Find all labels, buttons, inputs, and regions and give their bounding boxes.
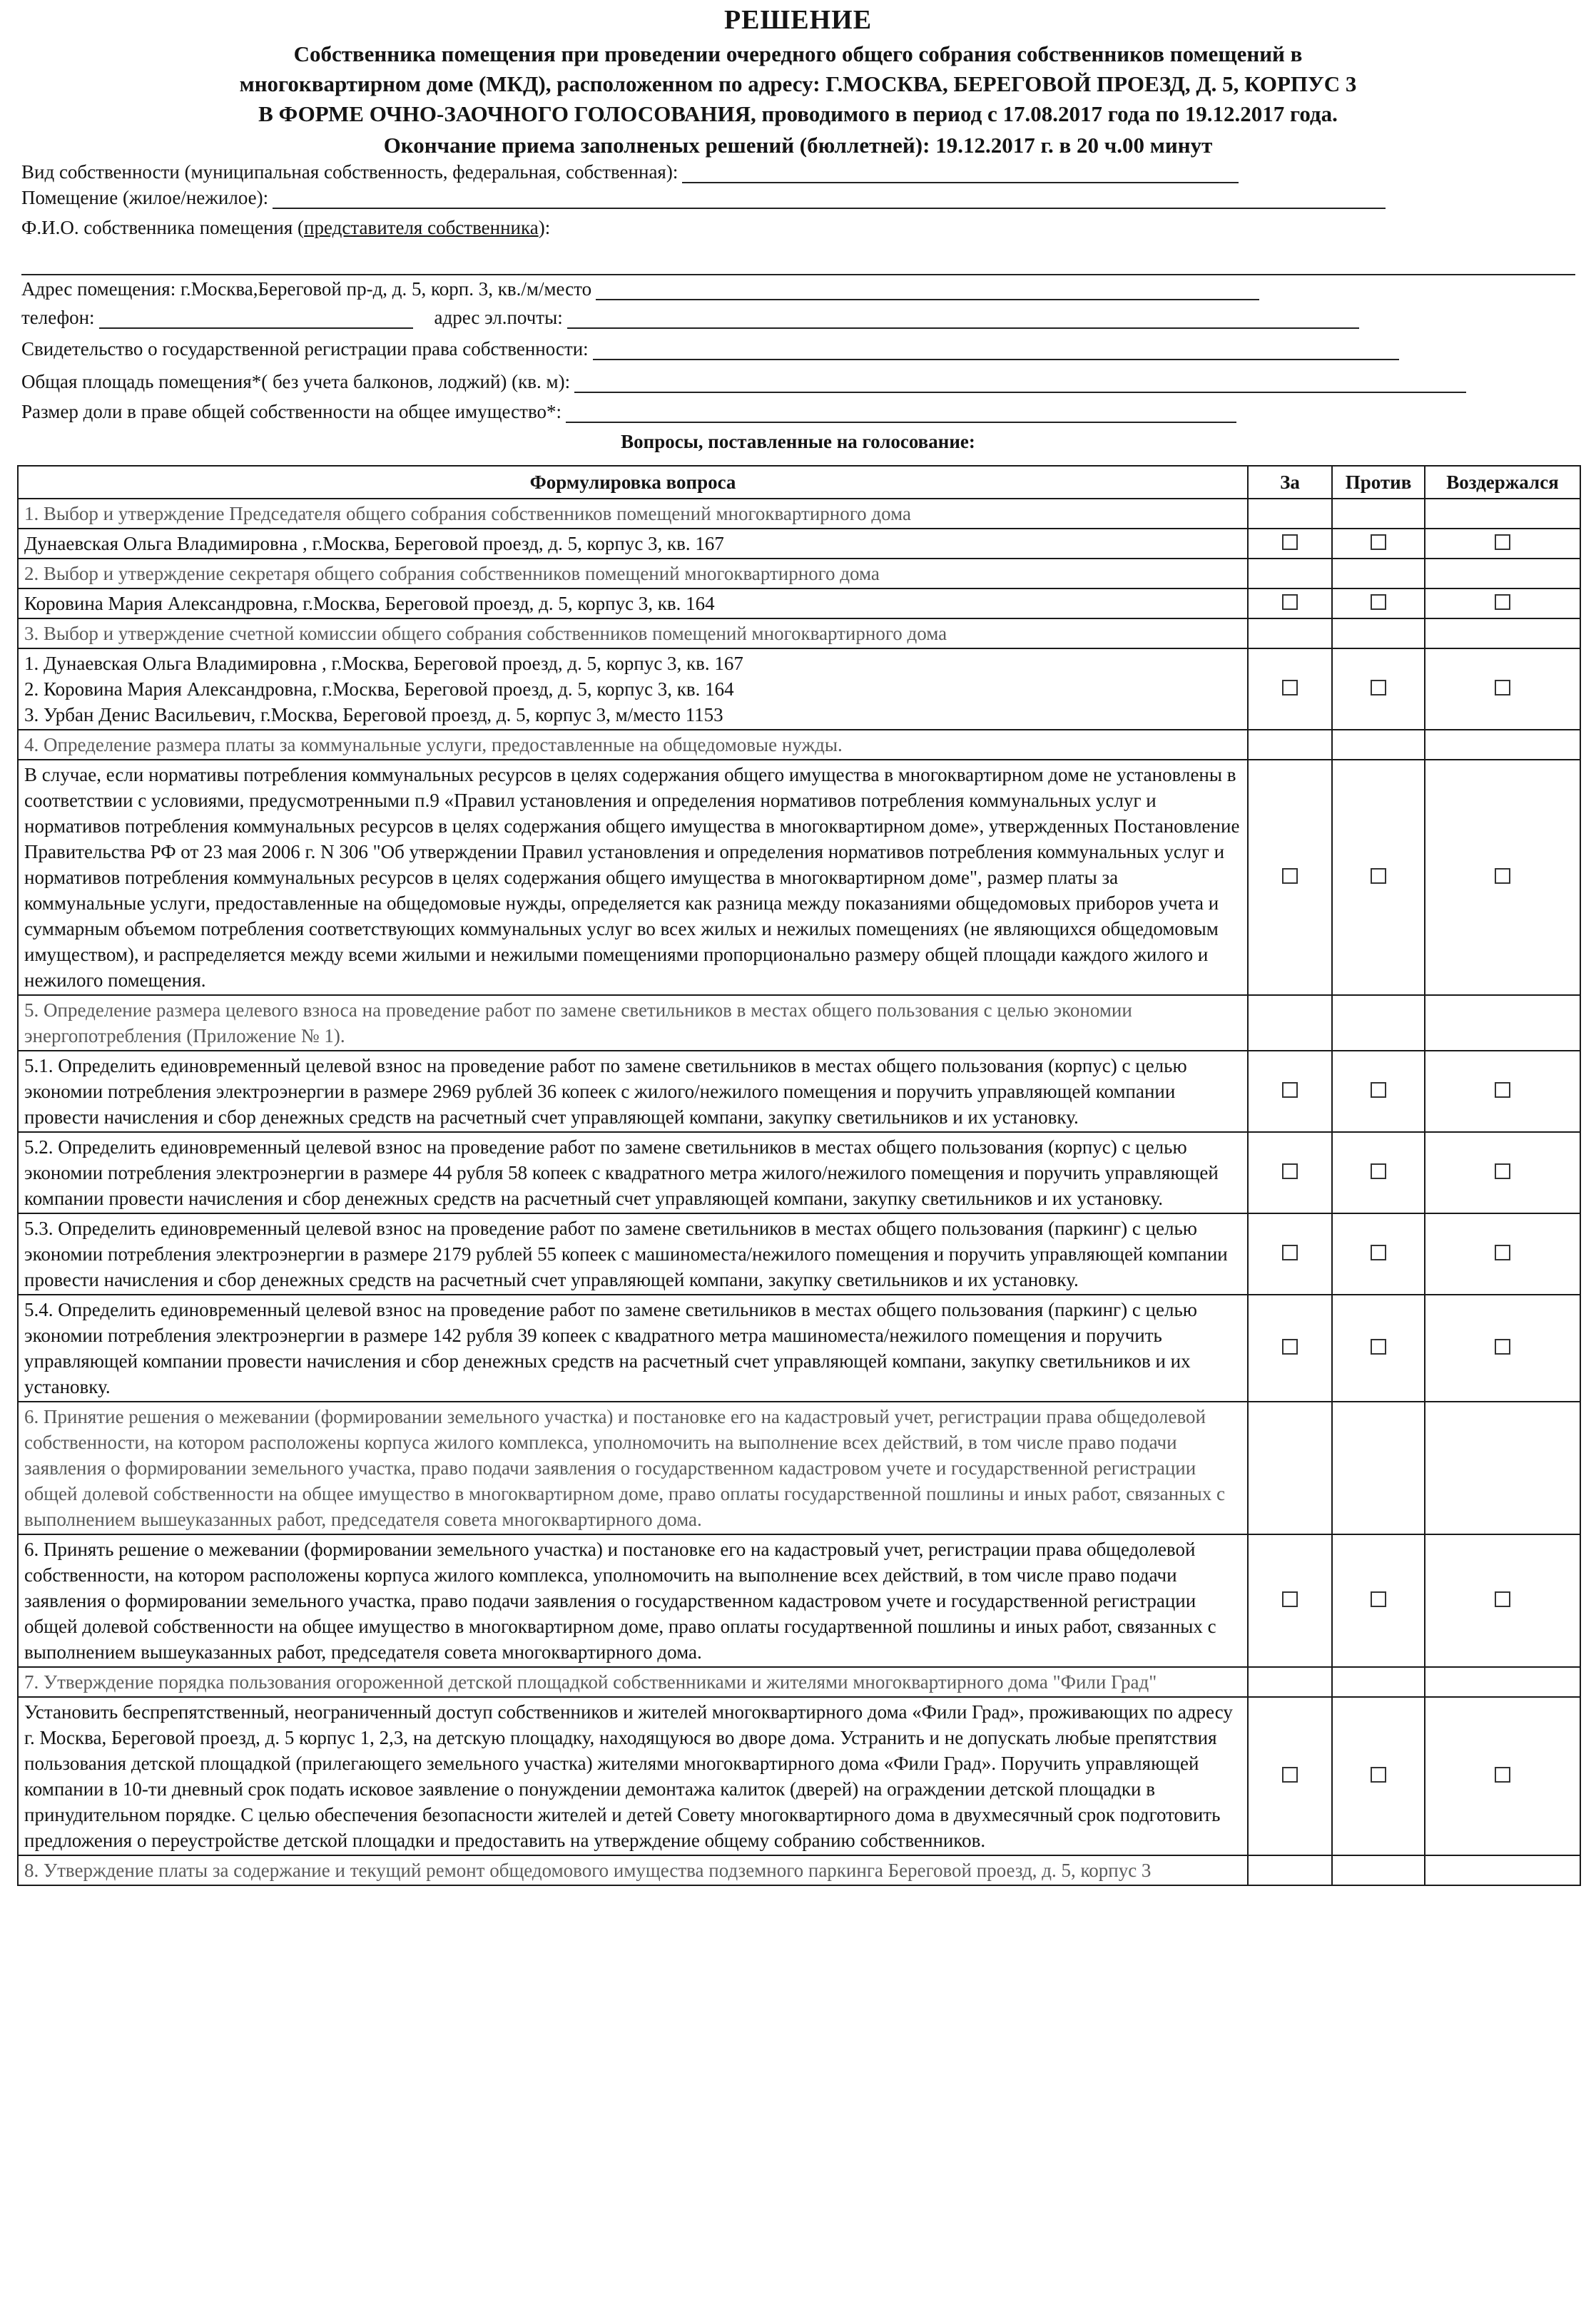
header-line-4: Окончание приема заполненых решений (бюллетней): 19.12.2017 г. в 20 ч.00 минут — [383, 133, 1213, 158]
question-4-text: В случае, если нормативы потребления коммунальных ресурсов в целях содержания общего имущества в многоквартирном доме не установлены в соответствии с условиями, предусмотренными п.9 «Правил установления и определения нормативов потребления коммунальных услуг и нормативов потребления коммунальных ресурсов в целях содержания общего имущества в многоквартирном доме», утвержденных Постановление Правительства РФ от 23 мая 2006 г. N 306 "Об утверждении Правил установления и определения нормативов потребления коммунальных услуг и нормативов потребления коммунальных ресурсов в целях содержания общего имущества в многоквартирном доме", размер платы за коммунальные услуги, предоставленные на общедомовые нужды, определяется как разница между показаниями общедомовых приборов учета и суммарным объемом потребления соответствующих коммунальных услуг во всех жилых и нежилых помещениях (не являющихся общедомовым имуществом), и распределяется между всеми жилыми и нежилыми помещениями пропорционально размеру общей площади каждого жилого и нежилого помещения. — [18, 760, 1248, 995]
q5-4-for-checkbox[interactable] — [1282, 1339, 1298, 1355]
header-line-2: многоквартирном доме (МКД), расположенном по адресу: Г.МОСКВА, БЕРЕГОВОЙ ПРОЕЗД, Д. 5, КОРПУС 3 — [239, 71, 1357, 96]
q1-against-checkbox[interactable] — [1371, 534, 1386, 550]
col-header-abstain: Воздержался — [1425, 466, 1580, 499]
area-field — [21, 371, 1466, 393]
q7-for-checkbox[interactable] — [1282, 1767, 1298, 1783]
q5-1-for-checkbox[interactable] — [1282, 1082, 1298, 1098]
owner-name-label-prefix: Ф.И.О. собственника помещения ( — [21, 217, 305, 238]
q5-3-against-checkbox[interactable] — [1371, 1245, 1386, 1260]
question-3-options — [18, 648, 1248, 730]
q7-abstain-checkbox[interactable] — [1495, 1767, 1510, 1783]
share-input[interactable] — [566, 403, 1236, 423]
question-5-title: 5. Определение размера целевого взноса на проведение работ по замене светильников в местах общего пользования с целью экономии энергопотребления (Приложение № 1). — [18, 995, 1248, 1051]
premise-field — [21, 187, 1386, 209]
question-3-option-2: 2. Коровина Мария Александровна, г.Москва, Береговой проезд, д. 5, корпус 3, кв. 164 — [24, 678, 734, 700]
ownership-type-label: Вид собственности (муниципальная собственность, федеральная, собственная): — [21, 161, 678, 183]
q3-for-checkbox[interactable] — [1282, 680, 1298, 695]
col-header-against: Против — [1332, 466, 1425, 499]
question-5-2-text: 5.2. Определить единовременный целевой взнос на проведение работ по замене светильников в местах общего пользования (корпус) с целью экономии потребления электроэнергии в размере 44 рубля 58 копеек с квадратного метра жилого/нежилого помещения и поручить управляющей компании провести начисления и сбор денежных средств на расчетный счет управляющей компани, закупку светильников и их установку. — [18, 1132, 1248, 1213]
question-5-1-text: 5.1. Определить единовременный целевой взнос на проведение работ по замене светильников в местах общего пользования (корпус) с целью экономии потребления электроэнергии в размере 2969 рублей 36 копеек с жилого/нежилого помещения и поручить управляющей компании провести начисления и сбор денежных средств на расчетный счет управляющей компани, закупку светильников и их установку. — [18, 1051, 1248, 1132]
q5-2-against-checkbox[interactable] — [1371, 1163, 1386, 1179]
q3-abstain-checkbox[interactable] — [1495, 680, 1510, 695]
voting-section-heading: Вопросы, поставленные на голосование: — [621, 431, 975, 452]
q5-1-against-checkbox[interactable] — [1371, 1082, 1386, 1098]
table-row — [18, 648, 1580, 730]
contacts-field — [21, 307, 1359, 329]
q2-against-checkbox[interactable] — [1371, 594, 1386, 610]
question-4-title: 4. Определение размера платы за коммунальные услуги, предоставленные на общедомовые нужды. — [18, 730, 1248, 760]
table-row — [18, 1855, 1580, 1885]
col-header-for: За — [1248, 466, 1332, 499]
q5-4-against-checkbox[interactable] — [1371, 1339, 1386, 1355]
question-2-option: Коровина Мария Александровна, г.Москва, Береговой проезд, д. 5, корпус 3, кв. 164 — [18, 588, 1248, 618]
q5-3-for-checkbox[interactable] — [1282, 1245, 1298, 1260]
owner-name-label-rep: представителя собственника — [304, 217, 539, 238]
q7-against-checkbox[interactable] — [1371, 1767, 1386, 1783]
table-row — [18, 1402, 1580, 1534]
q1-abstain-checkbox[interactable] — [1495, 534, 1510, 550]
phone-label: телефон: — [21, 307, 95, 328]
question-5-3-text: 5.3. Определить единовременный целевой взнос на проведение работ по замене светильников в местах общего пользования (паркинг) с целью экономии потребления электроэнергии в размере 2179 рублей 55 копеек с машиноместа/нежилого помещения и поручить управляющей компании провести начисления и сбор денежных средств на расчетный счет управляющей компани, закупку светильников и их установку. — [18, 1213, 1248, 1295]
certificate-field — [21, 338, 1399, 360]
table-row — [18, 1213, 1580, 1295]
premise-label: Помещение (жилое/нежилое): — [21, 187, 269, 208]
q6-for-checkbox[interactable] — [1282, 1591, 1298, 1607]
table-row — [18, 995, 1580, 1051]
certificate-input[interactable] — [593, 340, 1399, 360]
table-row — [18, 618, 1580, 648]
question-1-option: Дунаевская Ольга Владимировна , г.Москва, Береговой проезд, д. 5, корпус 3, кв. 167 — [18, 529, 1248, 559]
q3-against-checkbox[interactable] — [1371, 680, 1386, 695]
share-label: Размер доли в праве общей собственности на общее имущество*: — [21, 401, 562, 422]
email-label: адрес эл.почты: — [434, 307, 563, 328]
question-7-title: 7. Утверждение порядка пользования огороженной детской площадкой собственниками и жителями многоквартирного дома "Фили Град" — [18, 1667, 1248, 1697]
table-header-row — [18, 466, 1580, 499]
share-field — [21, 401, 1236, 423]
header-line-1: Собственника помещения при проведении очередного общего собрания собственников помещений в — [293, 41, 1303, 66]
q4-against-checkbox[interactable] — [1371, 868, 1386, 884]
table-row — [18, 760, 1580, 995]
address-label: Адрес помещения: г.Москва,Береговой пр-д, д. 5, корп. 3, кв./м/место — [21, 278, 592, 300]
question-3-title: 3. Выбор и утверждение счетной комиссии общего собрания собственников помещений многоквартирного дома — [18, 618, 1248, 648]
address-input[interactable] — [596, 280, 1259, 300]
question-3-option-1: 1. Дунаевская Ольга Владимировна , г.Москва, Береговой проезд, д. 5, корпус 3, кв. 167 — [24, 653, 743, 674]
owner-name-field — [21, 217, 550, 239]
q2-abstain-checkbox[interactable] — [1495, 594, 1510, 610]
header-line-3: В ФОРМЕ ОЧНО-ЗАОЧНОГО ГОЛОСОВАНИЯ, проводимого в период с 17.08.2017 года по 19.12.2017 года. — [258, 101, 1338, 126]
ownership-type-field — [21, 161, 1239, 183]
table-row — [18, 1051, 1580, 1132]
q5-1-abstain-checkbox[interactable] — [1495, 1082, 1510, 1098]
table-row — [18, 1132, 1580, 1213]
question-6-title: 6. Принятие решения о межевании (формировании земельного участка) и постановке его на кадастровый учет, регистрации права общедолевой собственности, на котором расположены корпуса жилого комплекса, уполномочить на выполнение всех действий, в том числе право подачи заявления о формировании земельного участка, право подачи заявления о государственном кадастровом учете и государственной регистрации общей долевой собственности на общее имущество в многоквартирном доме, право оплаты государственной пошлины и иных работ, связанных с выполнением вышеуказанных работ, председателя совета многоквартирного дома. — [18, 1402, 1248, 1534]
owner-name-input[interactable] — [21, 274, 1575, 275]
q6-against-checkbox[interactable] — [1371, 1591, 1386, 1607]
table-row — [18, 529, 1580, 559]
certificate-label: Свидетельство о государственной регистрации права собственности: — [21, 338, 589, 360]
document-title: РЕШЕНИЕ — [723, 5, 873, 35]
table-row — [18, 588, 1580, 618]
question-1-title: 1. Выбор и утверждение Председателя общего собрания собственников помещений многоквартирного дома — [18, 499, 1248, 529]
table-row — [18, 499, 1580, 529]
question-5-4-text: 5.4. Определить единовременный целевой взнос на проведение работ по замене светильников в местах общего пользования (паркинг) с целью экономии потребления электроэнергии в размере 142 рубля 39 копеек с квадратного метра машиноместа/нежилого помещения и поручить управляющей компании провести начисления и сбор денежных средств на расчетный счет управляющей компани, закупку светильников и их установку. — [18, 1295, 1248, 1402]
area-input[interactable] — [574, 373, 1466, 393]
question-8-title: 8. Утверждение платы за содержание и текущий ремонт общедомового имущества подземного паркинга Береговой проезд, д. 5, корпус 3 — [18, 1855, 1248, 1885]
question-2-title: 2. Выбор и утверждение секретаря общего собрания собственников помещений многоквартирного дома — [18, 559, 1248, 588]
address-field — [21, 278, 1259, 300]
owner-name-label-suffix: ): — [538, 217, 551, 238]
q2-for-checkbox[interactable] — [1282, 594, 1298, 610]
q1-for-checkbox[interactable] — [1282, 534, 1298, 550]
question-6-text: 6. Принять решение о межевании (формировании земельного участка) и постановке его на кадастровый учет, регистрации права общедолевой собственности, на котором расположены корпуса жилого комплекса, уполномочить на выполнение всех действий, в том числе право подачи заявления о формировании земельного участка, право подачи заявления о государственном кадастровом учете и государственной регистрации общей долевой собственности на общее имущество в многоквартирном доме, право оплаты государтвенной пошлины и иных работ, связанных с выполнением вышеуказанных работ, председателя совета многоквартирного дома. — [18, 1534, 1248, 1667]
area-label: Общая площадь помещения*( без учета балконов, лоджий) (кв. м): — [21, 371, 571, 392]
question-7-text: Установить беспрепятственный, неограниченный доступ собственников и жителей многоквартирного дома «Фили Град», проживающих по адресу г. Москва, Береговой проезд, д. 5 корпус 1, 2,3, на детскую площадку, находящуюся во дворе дома. Устранить и не допускать любые препятствия пользования детской площадкой (прилегающего земельного участка) жителями многоквартирного дома «Фили Град». Поручить управляющей компании в 10-ти дневный срок подать исковое заявление о понуждении демонтажа калиток (дверей) на ограждении детской площадки в принудительном порядке. С целью обеспечения безопасности жителей и детей Совету многоквартирного дома в двухмесячный срок подготовить предложения о переустройстве детской площадки и предоставить на утверждение общему собранию собственников. — [18, 1697, 1248, 1855]
q5-4-abstain-checkbox[interactable] — [1495, 1339, 1510, 1355]
premise-input[interactable] — [273, 189, 1386, 209]
phone-input[interactable] — [99, 309, 413, 329]
email-input[interactable] — [567, 309, 1359, 329]
q5-2-for-checkbox[interactable] — [1282, 1163, 1298, 1179]
q5-3-abstain-checkbox[interactable] — [1495, 1245, 1510, 1260]
question-3-option-3: 3. Урбан Денис Васильевич, г.Москва, Береговой проезд, д. 5, корпус 3, м/место 1153 — [24, 704, 723, 725]
table-row — [18, 559, 1580, 588]
q4-abstain-checkbox[interactable] — [1495, 868, 1510, 884]
q6-abstain-checkbox[interactable] — [1495, 1591, 1510, 1607]
table-row — [18, 1534, 1580, 1667]
table-row — [18, 1667, 1580, 1697]
table-row — [18, 1697, 1580, 1855]
table-row — [18, 730, 1580, 760]
q4-for-checkbox[interactable] — [1282, 868, 1298, 884]
q5-2-abstain-checkbox[interactable] — [1495, 1163, 1510, 1179]
ownership-type-input[interactable] — [682, 163, 1239, 183]
questions-table — [17, 465, 1581, 1886]
col-header-question: Формулировка вопроса — [18, 466, 1248, 499]
table-row — [18, 1295, 1580, 1402]
